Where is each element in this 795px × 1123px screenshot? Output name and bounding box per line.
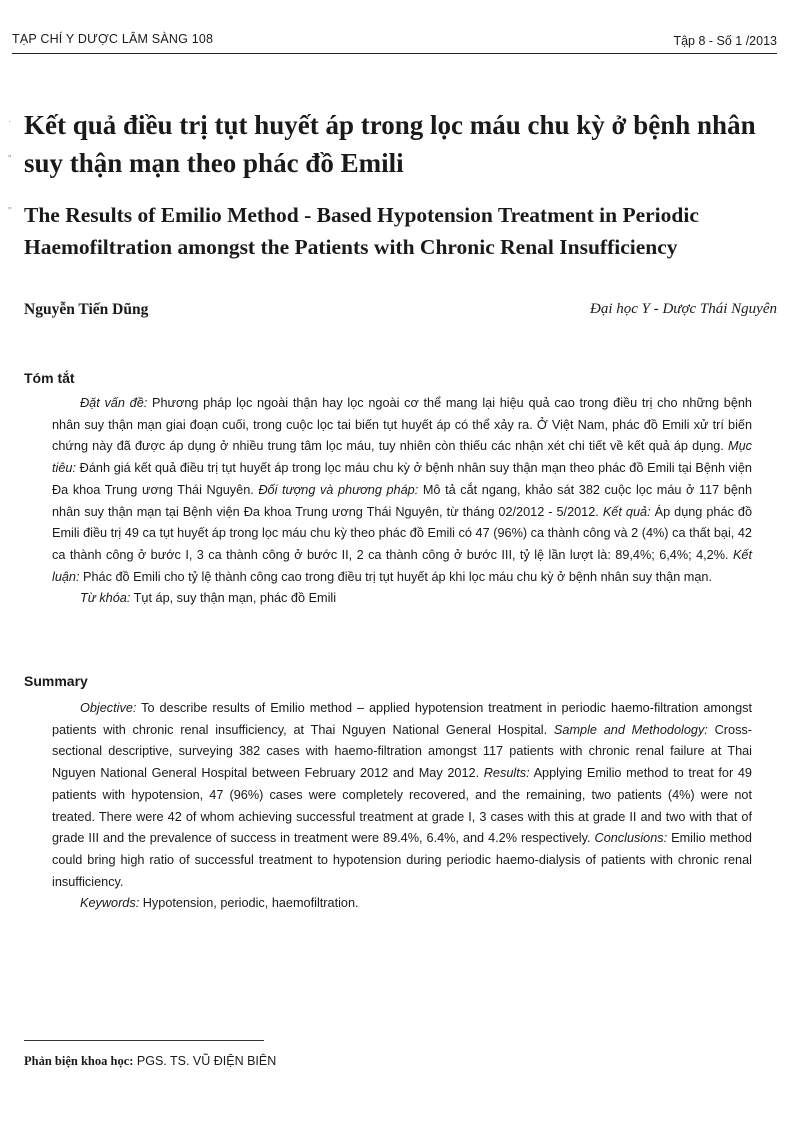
label-ket-luan: Kết luận: — [52, 547, 752, 584]
reviewer-label: Phản biện khoa học: — [24, 1054, 134, 1068]
reviewer-name: PGS. TS. VŨ ĐIỆN BIÊN — [133, 1054, 277, 1068]
abstract-vietnamese — [52, 393, 752, 610]
running-header — [12, 32, 777, 54]
reviewer-footnote — [24, 1054, 276, 1069]
abstract-en-body — [52, 698, 752, 893]
abstract-vi-heading: Tóm tắt — [24, 370, 75, 386]
text-sample: Cross-sectional descriptive, surveying 382 cases with haemo-filtration amongst 117 patients with chronic renal failure at Thai Nguyen National General Hospital between February 2012 and May 2012. — [52, 722, 752, 781]
text-tu-khoa: Tụt áp, suy thận mạn, phác đồ Emili — [130, 591, 337, 606]
author-name: Nguyễn Tiến Dũng — [24, 301, 149, 318]
text-ket-luan: Phác đồ Emili cho tỷ lệ thành công cao trong điều trị tụt huyết áp khi lọc máu chu kỳ ở bệnh nhân suy thận mạn. — [79, 569, 713, 584]
title-english: The Results of Emilio Method - Based Hypotension Treatment in Periodic Haemofiltration amongst the Patients with Chronic Renal Insufficiency — [24, 203, 699, 259]
title-vietnamese: Kết quả điều trị tụt huyết áp trong lọc máu chu kỳ ở bệnh nhân suy thận mạn theo phác đồ Emili — [24, 110, 756, 178]
label-keywords: Keywords: — [80, 896, 140, 911]
journal-name: TẠP CHÍ Y DƯỢC LÂM SÀNG 108 — [12, 32, 214, 46]
issue-number: Tập 8 - Số 1 /2013 — [673, 34, 777, 48]
abstract-english — [52, 698, 752, 915]
label-doi-tuong: Đối tượng và phương pháp: — [258, 482, 419, 497]
text-muc-tieu: Đánh giá kết quả điều trị tụt huyết áp trong lọc máu chu kỳ ở bệnh nhân suy thận mạn theo phác đồ Emili tại Bệnh viện Đa khoa Trung ương Thái Nguyên. — [52, 461, 752, 497]
keywords-en — [52, 893, 752, 915]
label-objective: Objective: — [80, 701, 137, 715]
text-objective: To describe results of Emilio method – applied hypotension treatment in periodic haemo-filtration amongst patients with chronic renal insufficiency, at Thai Nguyen National General Hospital. — [52, 701, 752, 737]
text-ket-qua: Áp dụng phác đồ Emili điều trị 49 ca tụt huyết áp trong lọc máu chu kỳ theo phác đồ Emili có 47 (96%) ca thành công và 2 (4%) ca thất bại, 42 ca thành công ở bước I, 3 ca thành công ở bước II, 2 ca thành công ở bước III, tỷ lệ lần lượt là: 89,4%; 6,4%; 4,2%. — [52, 504, 753, 562]
footnote-rule — [24, 1040, 264, 1041]
label-dat-van-de: Đặt vấn đề: — [80, 396, 148, 410]
label-sample: Sample and Methodology: — [553, 722, 708, 737]
keywords-vi — [52, 588, 752, 610]
margin-mark: " — [8, 154, 12, 165]
text-dat-van-de: Phương pháp lọc ngoài thận hay lọc ngoài cơ thể mang lại hiệu quả cao trong điều trị cho những bệnh nhân suy thận mạn giai đoạn cuối, trong cuộc lọc tai biến tụt huyết áp có thể xảy ra. Ở Việt Nam, phác đồ Emili xử trí biến chứng này đã được áp dụng ở nhiều trung tâm lọc máu, tuy nhiên còn thiếu các nhận xét chi tiết về kết quả áp dụng. — [52, 396, 752, 454]
author-affiliation: Đại học Y - Dược Thái Nguyên — [589, 301, 777, 317]
abstract-en-heading: Summary — [24, 673, 88, 689]
text-conclusions: Emilio method could bring high ratio of successful treatment to hypotension during periodic haemo-dialysis of patients with chronic renal insufficiency. — [52, 831, 752, 889]
text-results: Applying Emilio method to treat for 49 patients with hypotension, 47 (96%) cases were completely recovered, and the remaining, two patients (4%) were not treated. There were 42 of whom achieving successful treatment at grade I, 3 cases with this at grade II and two with that of grade III and the prevalence of success in treatment were 89.4%, 6.4%, and 4.2% respectively. — [52, 766, 752, 846]
text-keywords: Hypotension, periodic, haemofiltration. — [139, 896, 359, 911]
margin-mark: · — [8, 116, 12, 127]
label-tu-khoa: Từ khóa: — [80, 591, 131, 606]
label-conclusions: Conclusions: — [594, 831, 668, 846]
margin-mark: " — [8, 206, 12, 217]
header-rule — [12, 53, 777, 54]
label-ket-qua: Kết quả: — [602, 504, 651, 519]
text-doi-tuong: Mô tả cắt ngang, khảo sát 382 cuộc lọc máu ở 117 bệnh nhân suy thận mạn tại Bệnh viện Đa khoa Trung ương Thái Nguyên, từ tháng 02/2012 - 5/2012. — [52, 482, 752, 519]
abstract-vi-body — [52, 393, 752, 588]
label-results: Results: — [483, 766, 530, 781]
label-muc-tieu: Mục tiêu: — [52, 439, 752, 476]
